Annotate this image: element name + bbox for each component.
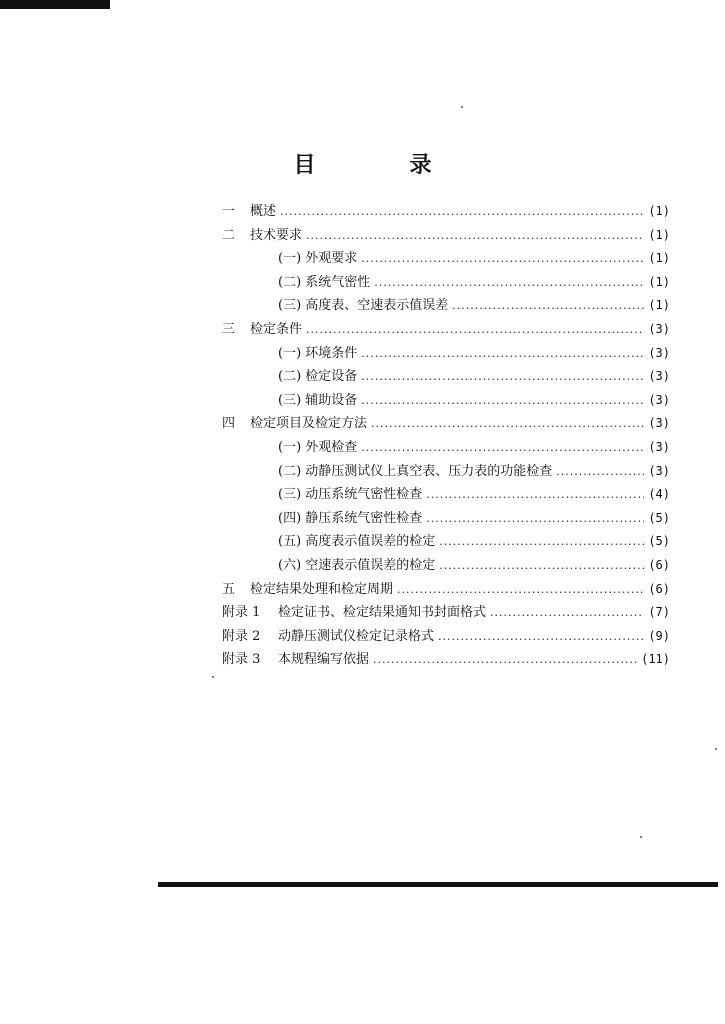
toc-entry-label: 检定项目及检定方法: [250, 416, 368, 432]
toc-page-number: (1): [648, 204, 670, 218]
toc-page-number: (3): [648, 392, 670, 407]
toc-entry-label: (一) 外观要求: [278, 251, 358, 267]
toc-leader-dots: [361, 389, 644, 413]
toc-page-number: (11): [641, 652, 670, 667]
scan-speck: [461, 106, 463, 108]
toc-entry: [222, 625, 670, 649]
bottom-rule: [158, 882, 718, 887]
toc-leader-dots: [371, 412, 644, 436]
toc-leader-dots: [306, 224, 644, 248]
toc-entry: [222, 365, 670, 389]
toc-page-number: (7): [648, 605, 670, 620]
toc-entry: [222, 224, 670, 248]
table-of-contents: [222, 200, 670, 672]
toc-entry-label: (五) 高度表示值误差的检定: [278, 534, 436, 550]
toc-page-number: (3): [648, 439, 670, 454]
toc-entry-label: (三) 辅助设备: [278, 392, 358, 408]
toc-leader-dots: [397, 578, 644, 602]
toc-leader-dots: [438, 625, 644, 649]
toc-entry-label: 检定条件: [250, 321, 303, 337]
toc-leader-dots: [306, 318, 644, 342]
toc-leader-dots: [361, 247, 644, 271]
toc-entry: [222, 460, 670, 484]
toc-entry-number: 五: [222, 581, 236, 597]
scan-speck: [212, 676, 214, 678]
toc-leader-dots: [439, 554, 644, 578]
toc-entry: [222, 578, 670, 602]
toc-page-number: (3): [648, 416, 670, 431]
toc-leader-dots: [439, 530, 644, 554]
toc-entry-label: (二) 系统气密性: [278, 274, 371, 290]
toc-leader-dots: [426, 507, 644, 531]
toc-entry-label: (一) 外观检查: [278, 439, 358, 455]
toc-page-number: (3): [648, 321, 670, 336]
toc-page-number: (3): [648, 369, 670, 384]
toc-leader-dots: [490, 601, 644, 625]
toc-leader-dots: [361, 365, 644, 389]
toc-entry: [222, 554, 670, 578]
toc-leader-dots: [361, 342, 644, 366]
toc-page-number: (4): [648, 487, 670, 502]
toc-page-number: (5): [648, 510, 670, 525]
toc-entry-label: 技术要求: [250, 227, 303, 243]
toc-entry-label: 动静压测试仪检定记录格式: [278, 628, 435, 644]
toc-entry: [222, 412, 670, 436]
scan-speck: [640, 836, 642, 838]
toc-entry: [222, 342, 670, 366]
toc-page-number: (5): [648, 534, 670, 549]
toc-entry: [222, 294, 670, 318]
toc-leader-dots: [280, 200, 644, 224]
toc-entry-number: 二: [222, 227, 236, 243]
toc-leader-dots: [361, 436, 644, 460]
toc-leader-dots: [452, 294, 644, 318]
toc-entry: [222, 483, 670, 507]
toc-page-number: (6): [648, 557, 670, 572]
toc-entry-label: (六) 空速表示值误差的检定: [278, 557, 436, 573]
toc-entry-label: (三) 高度表、空速表示值误差: [278, 298, 449, 314]
toc-entry-number: 一: [222, 204, 236, 219]
toc-entry-label: 检定证书、检定结果通知书封面格式: [278, 605, 487, 621]
toc-leader-dots: [556, 460, 644, 484]
toc-entry-label: (二) 动静压测试仪上真空表、压力表的功能检查: [278, 463, 553, 479]
toc-entry: [222, 507, 670, 531]
toc-page-number: (1): [648, 298, 670, 313]
toc-page-number: (3): [648, 345, 670, 360]
toc-entry-number: 附录 1: [222, 605, 261, 621]
toc-entry: [222, 389, 670, 413]
toc-entry: [222, 601, 670, 625]
toc-entry-number: 附录 3: [222, 652, 261, 668]
toc-entry-number: 三: [222, 321, 236, 337]
toc-entry: [222, 648, 670, 672]
toc-leader-dots: [374, 271, 644, 295]
toc-entry-number: 四: [222, 416, 236, 432]
scan-edge-bar: [0, 0, 110, 9]
toc-page-number: (1): [648, 251, 670, 266]
toc-entry-label: (二) 检定设备: [278, 369, 358, 385]
toc-entry: [222, 318, 670, 342]
toc-entry: [222, 436, 670, 460]
page-title: 目 录: [293, 152, 468, 178]
toc-entry: [222, 200, 670, 224]
toc-page-number: (1): [648, 227, 670, 242]
toc-entry-label: (三) 动压系统气密性检查: [278, 487, 423, 503]
toc-entry-label: (一) 环境条件: [278, 345, 358, 361]
toc-page-number: (1): [648, 274, 670, 289]
scan-speck: [715, 748, 717, 750]
toc-leader-dots: [373, 648, 637, 672]
toc-entry: [222, 247, 670, 271]
toc-entry-number: 附录 2: [222, 628, 261, 644]
toc-entry-label: (四) 静压系统气密性检查: [278, 510, 423, 526]
toc-entry-label: 本规程编写依据: [278, 652, 370, 668]
toc-entry-label: 概述: [250, 204, 277, 219]
toc-leader-dots: [426, 483, 644, 507]
toc-entry: [222, 530, 670, 554]
toc-entry-label: 检定结果处理和检定周期: [250, 581, 394, 597]
toc-page-number: (9): [648, 628, 670, 643]
toc-entry: [222, 271, 670, 295]
toc-page-number: (3): [648, 463, 670, 478]
toc-page-number: (6): [648, 581, 670, 596]
